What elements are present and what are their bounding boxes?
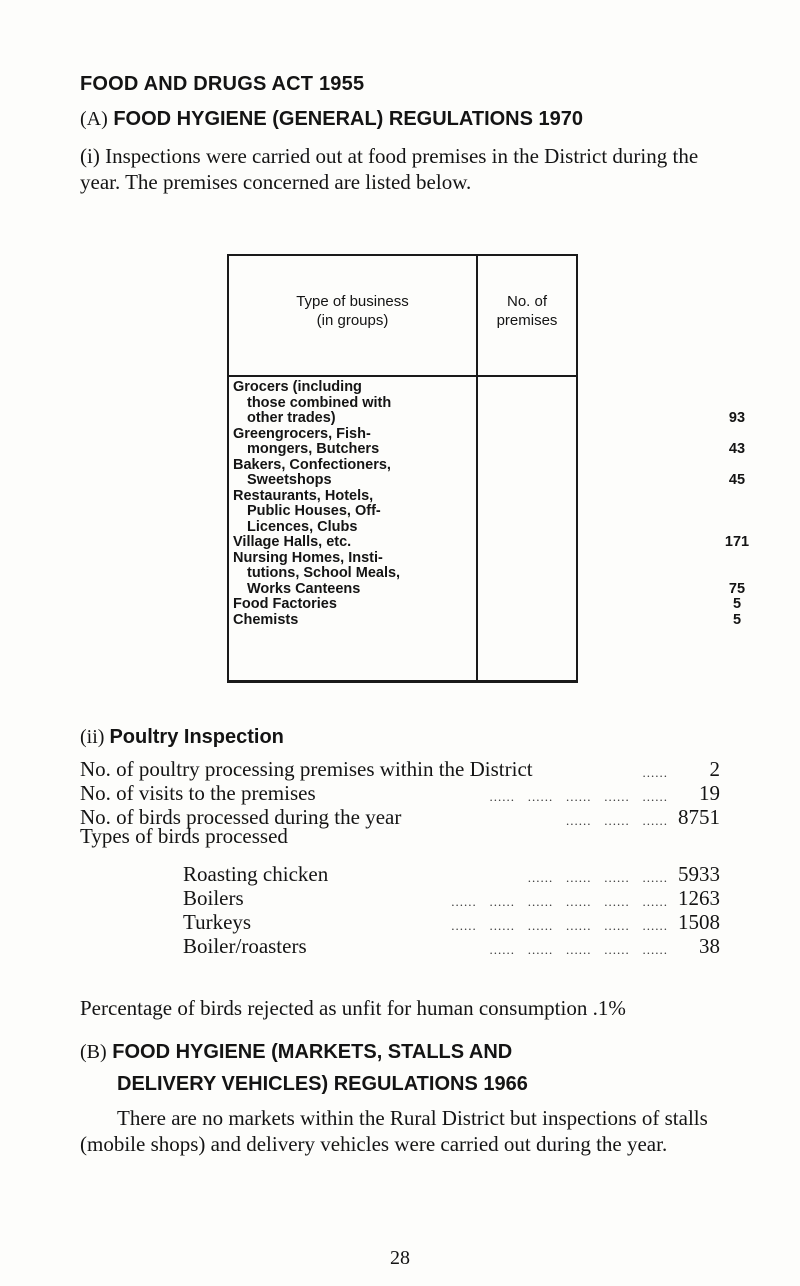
type-leader-dots: ...... ...... ...... ......: [527, 870, 668, 885]
section-b-title-line1: FOOD HYGIENE (MARKETS, STALLS AND: [112, 1041, 513, 1063]
business-type: [233, 380, 473, 427]
business-type-line: other trades): [247, 410, 336, 426]
type-line: [183, 862, 720, 887]
section-a-title: FOOD HYGIENE (GENERAL) REGULATIONS 1970: [113, 108, 584, 130]
type-leader-dots: ...... ...... ...... ...... ...... ......: [451, 894, 668, 909]
type-label: Boilers: [183, 886, 244, 910]
table-row: [233, 549, 746, 598]
section-b-heading: [80, 1041, 512, 1064]
business-type-line: Chemists: [233, 611, 299, 628]
business-type-line: Licences, Clubs: [247, 518, 358, 535]
section-b-label: (B): [80, 1041, 107, 1063]
premises-count: 75: [728, 580, 746, 597]
table-row: [233, 425, 746, 458]
section-b-title-line2: DELIVERY VEHICLES) REGULATIONS 1966: [117, 1073, 528, 1095]
poultry-heading-number: (ii): [80, 726, 105, 748]
poultry-label: No. of birds processed during the year: [80, 805, 402, 829]
poultry-label: No. of visits to the premises: [80, 781, 316, 805]
column-header-type-line1: Type of business: [296, 293, 409, 310]
intro-paragraph: (i) Inspections were carried out at food premises in the District during the year. The premises concerned are listed below.: [80, 144, 699, 194]
type-value: 38: [699, 934, 720, 958]
type-label: Roasting chicken: [183, 862, 329, 886]
business-type-line: Greengrocers, Fish-: [233, 425, 371, 442]
premises-count: 45: [728, 472, 746, 488]
poultry-value: 8751: [678, 805, 720, 829]
business-type: [233, 427, 473, 458]
types-heading: Types of birds processed: [80, 824, 288, 848]
business-type-line: Restaurants, Hotels,: [233, 487, 374, 504]
premises-count: 93: [728, 410, 746, 426]
premises-count: 171: [724, 534, 750, 550]
act-heading: FOOD AND DRUGS ACT 1955: [80, 73, 365, 95]
table-row: [233, 379, 746, 427]
business-type-line: those combined with: [247, 394, 392, 411]
type-line: [183, 910, 720, 935]
premises-count: 5: [732, 611, 742, 628]
business-type: [233, 551, 473, 598]
business-type-line: Nursing Homes, Insti-: [233, 549, 383, 566]
rejected-line: Percentage of birds rejected as unfit for human consumption .1%: [80, 996, 626, 1020]
poultry-heading-title: Poultry Inspection: [109, 726, 284, 748]
section-a-heading: [80, 108, 583, 131]
column-header-type-line2: (in groups): [316, 312, 389, 329]
type-value: 1508: [678, 910, 720, 934]
type-label: Boiler/roasters: [183, 934, 307, 958]
business-type: [233, 489, 473, 551]
poultry-value: 19: [699, 781, 720, 805]
poultry-leader-dots: ...... ...... ...... ...... ......: [489, 789, 668, 804]
section-b-paragraph: There are no markets within the Rural District but inspections of stalls (mobile shops) and delivery vehicles were carried out during the year.: [80, 1106, 708, 1156]
poultry-leader-dots: ...... ...... ......: [566, 813, 668, 828]
type-label: Turkeys: [183, 910, 252, 934]
poultry-leader-dots: ......: [642, 765, 668, 780]
poultry-heading: [80, 726, 284, 749]
column-header-premises-line1: No. of: [506, 293, 548, 310]
business-type: [233, 597, 473, 613]
type-value: 1263: [678, 886, 720, 910]
business-type-line: Village Halls, etc.: [233, 534, 352, 550]
business-type-line: Bakers, Confectioners,: [233, 456, 391, 473]
business-type: [233, 613, 473, 629]
type-leader-dots: ...... ...... ...... ...... ......: [489, 942, 668, 957]
table-row: [233, 611, 742, 629]
business-type: [233, 458, 473, 489]
column-header-type: [229, 292, 476, 330]
poultry-label: No. of poultry processing premises within the District: [80, 757, 533, 781]
table-row: [233, 596, 742, 613]
business-type-line: Works Canteens: [247, 580, 361, 597]
poultry-line: [80, 757, 720, 782]
page-number: 28: [390, 1247, 410, 1269]
premises-count: 5: [732, 596, 742, 612]
type-line: [183, 886, 720, 911]
business-type-line: Food Factories: [233, 596, 337, 612]
table-body: [233, 379, 750, 628]
business-type-line: mongers, Butchers: [247, 441, 380, 457]
table-row: [233, 487, 750, 551]
section-a-label: (A): [80, 108, 108, 130]
type-value: 5933: [678, 862, 720, 886]
column-header-premises-line2: premises: [496, 312, 558, 329]
poultry-line: [80, 781, 720, 806]
business-type-line: tutions, School Meals,: [247, 565, 401, 581]
column-header-premises: [478, 292, 576, 330]
business-type-line: Grocers (including: [233, 379, 362, 395]
business-type-line: Sweetshops: [247, 472, 332, 488]
premises-count: 43: [728, 441, 746, 457]
premises-table: [227, 254, 750, 683]
type-leader-dots: ...... ...... ...... ...... ...... ......: [451, 918, 668, 933]
table-row: [233, 456, 746, 489]
type-line: [183, 934, 720, 959]
business-type-line: Public Houses, Off-: [247, 503, 381, 519]
poultry-value: 2: [709, 757, 720, 781]
